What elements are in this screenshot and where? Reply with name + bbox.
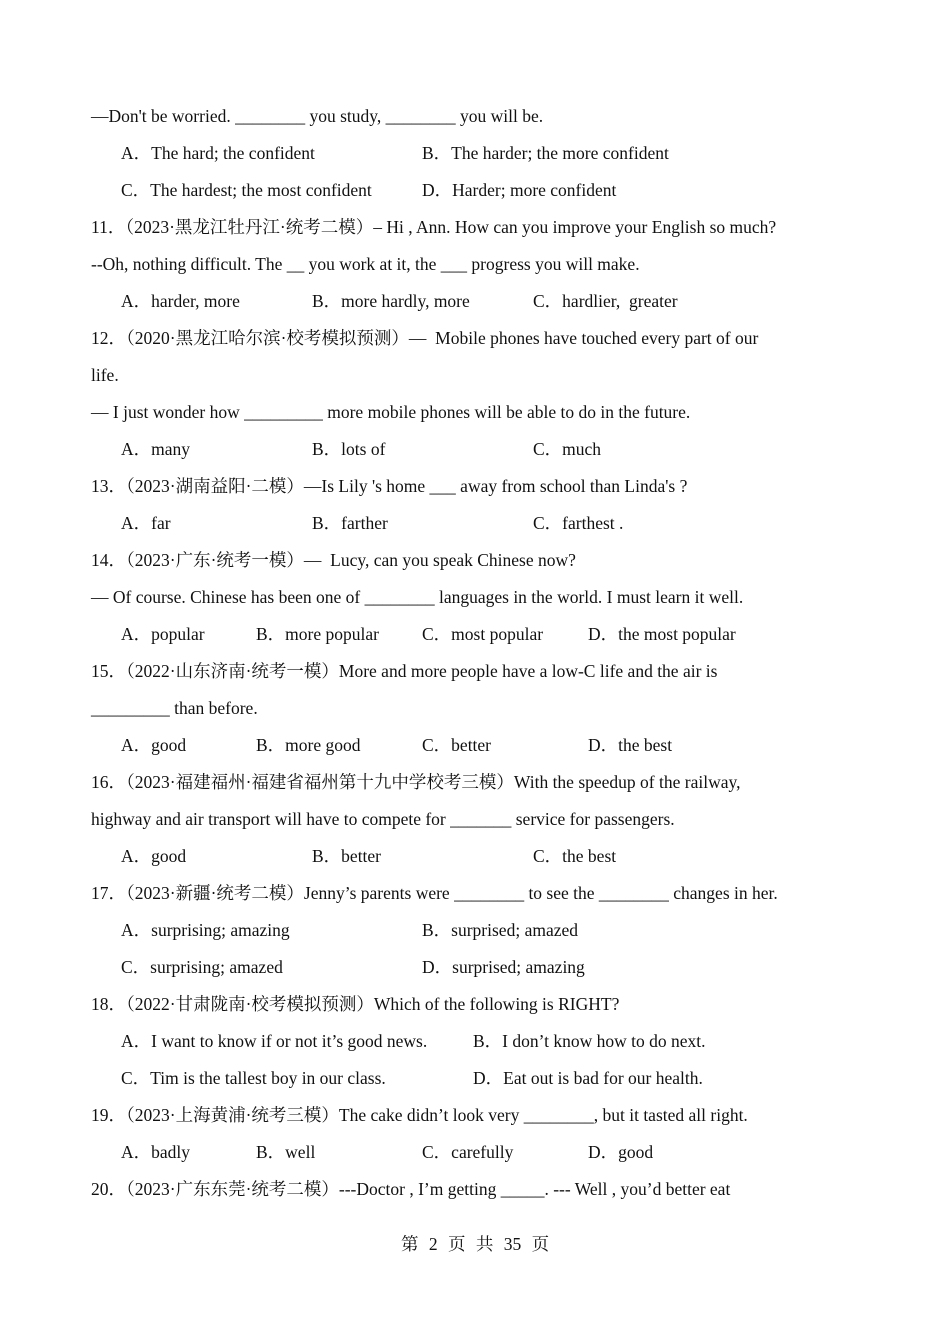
q18-option-b: B．I don’t know how to do next. <box>473 1031 706 1051</box>
q17-stem: 17．（2023·新疆·统考二模）Jenny’s parents were ________ to see the ________ changes in her. <box>91 883 778 903</box>
q18-stem: 18．（2022·甘肃陇南·校考模拟预测）Which of the following is RIGHT? <box>91 994 620 1014</box>
q13-stem: 13．（2023·湖南益阳·二模）—Is Lily 's home ___ away from school than Linda's ? <box>91 476 688 496</box>
q16-stem-line2: highway and air transport will have to compete for _______ service for passengers. <box>91 809 675 829</box>
q14-option-d: D．the most popular <box>588 624 736 644</box>
q18-option-d: D．Eat out is bad for our health. <box>473 1068 703 1088</box>
q18-option-c: C．Tim is the tallest boy in our class. <box>121 1068 386 1088</box>
q15-option-d: D．the best <box>588 735 673 755</box>
q17-option-a: A．surprising; amazing <box>121 920 290 940</box>
q14-stem-line2: — Of course. Chinese has been one of ________ languages in the world. I must learn it well. <box>91 587 744 607</box>
q17-option-d: D．surprised; amazing <box>422 957 585 977</box>
q13-option-b: B．farther <box>312 513 388 533</box>
q14-option-b: B．more popular <box>256 624 379 644</box>
q19-option-c: C．carefully <box>422 1142 514 1162</box>
q10-option-c: C．The hardest; the most confident <box>121 180 372 200</box>
q19-option-d: D．good <box>588 1142 654 1162</box>
footer-total-pages: 35 <box>503 1234 522 1254</box>
page-footer <box>0 1233 950 1255</box>
q10-option-d: D．Harder; more confident <box>422 180 617 200</box>
q11-option-c: C．hardlier, greater <box>533 291 678 311</box>
q16-option-a: A．good <box>121 846 187 866</box>
q15-option-a: A．good <box>121 735 187 755</box>
q10-option-a: A．The hard; the confident <box>121 143 315 163</box>
q16-option-c: C．the best <box>533 846 617 866</box>
q18-option-a: A．I want to know if or not it’s good news. <box>121 1031 428 1051</box>
q20-stem: 20．（2023·广东东莞·统考二模）---Doctor , I’m getting _____. --- Well , you’d better eat <box>91 1179 731 1199</box>
q11-option-a: A．harder, more <box>121 291 240 311</box>
q19-option-b: B．well <box>256 1142 316 1162</box>
q15-stem-line2: _________ than before. <box>91 698 258 718</box>
q12-option-b: B．lots of <box>312 439 386 459</box>
q10-stem: —Don't be worried. ________ you study, ________ you will be. <box>91 106 544 126</box>
q14-stem-line1: 14．（2023·广东·统考一模）— Lucy, can you speak Chinese now? <box>91 550 576 570</box>
q13-option-c: C．farthest . <box>533 513 624 533</box>
q15-stem-line1: 15．（2022·山东济南·统考一模）More and more people have a low-C life and the air is <box>91 661 718 681</box>
q15-option-b: B．more good <box>256 735 361 755</box>
q12-stem-line1: 12．（2020·黑龙江哈尔滨·校考模拟预测）— Mobile phones have touched every part of our <box>91 328 759 348</box>
q11-stem-line1: 11．（2023·黑龙江牡丹江·统考二模）– Hi , Ann. How can you improve your English so much? <box>91 217 777 237</box>
q12-option-a: A．many <box>121 439 191 459</box>
q19-option-a: A．badly <box>121 1142 191 1162</box>
q15-option-c: C．better <box>422 735 492 755</box>
q10-option-b: B．The harder; the more confident <box>422 143 669 163</box>
q11-option-b: B．more hardly, more <box>312 291 470 311</box>
q17-option-c: C．surprising; amazed <box>121 957 283 977</box>
footer-suffix: 页 <box>531 1234 550 1254</box>
q16-option-b: B．better <box>312 846 382 866</box>
footer-prefix: 第 <box>400 1234 419 1254</box>
q12-stem-line3: — I just wonder how _________ more mobile phones will be able to do in the future. <box>91 402 691 422</box>
q11-stem-line2: --Oh, nothing difficult. The __ you work at it, the ___ progress you will make. <box>91 254 640 274</box>
q13-option-a: A．far <box>121 513 171 533</box>
q14-option-a: A．popular <box>121 624 205 644</box>
q16-stem-line1: 16．（2023·福建福州·福建省福州第十九中学校考三模）With the speedup of the railway, <box>91 772 741 792</box>
q12-stem-line2: life. <box>91 365 119 385</box>
footer-page-number: 2 <box>428 1234 438 1254</box>
q17-option-b: B．surprised; amazed <box>422 920 578 940</box>
footer-page-word: 页 <box>447 1234 466 1254</box>
q19-stem: 19．（2023·上海黄浦·统考三模）The cake didn’t look very ________, but it tasted all right. <box>91 1105 748 1125</box>
q12-option-c: C．much <box>533 439 602 459</box>
q14-option-c: C．most popular <box>422 624 544 644</box>
footer-total-word: 共 <box>475 1234 494 1254</box>
